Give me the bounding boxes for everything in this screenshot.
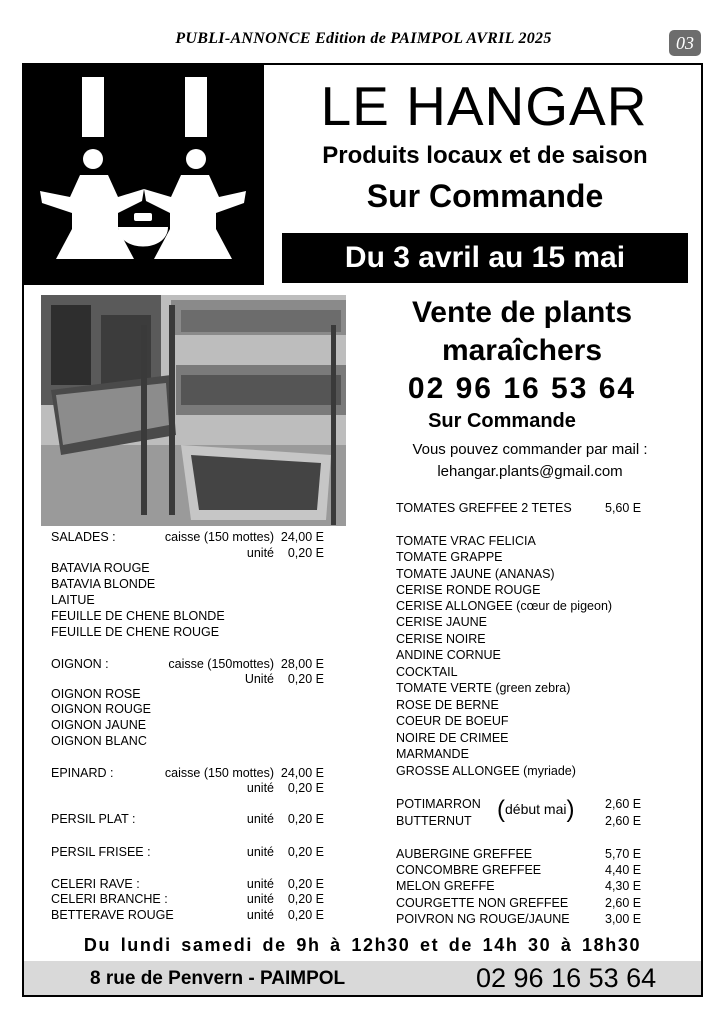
left-item-price: 24,00 E	[280, 766, 324, 780]
right-item-name: AUBERGINE GREFFEE	[396, 847, 533, 861]
left-item-name: OIGNON :	[51, 657, 109, 671]
debut-mai-note: (début mai)	[497, 796, 575, 823]
left-item-name: BATAVIA BLONDE	[51, 577, 156, 591]
left-item-price: 0,20 E	[287, 812, 324, 826]
hangar-logo	[22, 63, 264, 285]
left-item-name: OIGNON BLANC	[51, 734, 147, 748]
right-item-name: MARMANDE	[396, 747, 469, 761]
left-item-name: FEUILLE DE CHENE ROUGE	[51, 625, 220, 639]
left-item-name: OIGNON JAUNE	[51, 718, 147, 732]
left-item-price: 0,20 E	[287, 892, 324, 906]
right-item-name: TOMATE GRAPPE	[396, 550, 503, 564]
right-item-name: CERISE JAUNE	[396, 615, 487, 629]
right-item-name: BUTTERNUT	[396, 814, 472, 828]
left-item-price: 0,20 E	[287, 546, 324, 560]
phone-number: 02 96 16 53 64	[407, 372, 637, 405]
left-item-price: 28,00 E	[280, 657, 324, 671]
right-item-price: 2,60 E	[605, 814, 642, 828]
mail-instructions: Vous pouvez commander par mail :	[412, 441, 648, 458]
right-item-name: TOMATES GREFFEE 2 TETES	[396, 501, 572, 515]
address: 8 rue de Penvern - PAIMPOL	[90, 968, 346, 989]
right-item-price: 2,60 E	[605, 896, 642, 910]
left-item-price: 0,20 E	[287, 781, 324, 795]
right-item-name: CERISE RONDE ROUGE	[396, 583, 541, 597]
right-item-name: TOMATE JAUNE (ANANAS)	[396, 567, 555, 581]
page-title: LE HANGAR	[320, 75, 648, 137]
right-item-name: MELON GREFFE	[396, 879, 495, 893]
dates-banner: Du 3 avril au 15 mai	[282, 233, 688, 283]
right-item-name: POTIMARRON	[396, 797, 481, 811]
right-item-name: CERISE ALLONGEE (cœur de pigeon)	[396, 599, 613, 613]
left-item-name: BETTERAVE ROUGE	[51, 908, 174, 922]
left-item-unit: caisse (150 mottes)	[164, 530, 274, 544]
left-item-unit: unité	[246, 908, 274, 922]
sur-commande-label: Sur Commande	[428, 410, 576, 432]
left-item-price: 24,00 E	[280, 530, 324, 544]
left-item-name: OIGNON ROUGE	[51, 702, 152, 716]
right-item-name: COURGETTE NON GREFFEE	[396, 896, 569, 910]
right-item-name: CERISE NOIRE	[396, 632, 486, 646]
left-item-name: OIGNON ROSE	[51, 687, 141, 701]
right-item-name: ANDINE CORNUE	[396, 648, 501, 662]
left-item-name: CELERI BRANCHE :	[51, 892, 168, 906]
left-item-unit: unité	[246, 892, 274, 906]
right-item-name: COEUR DE BOEUF	[396, 714, 509, 728]
left-item-name: SALADES :	[51, 530, 116, 544]
left-item-unit: Unité	[244, 672, 274, 686]
right-item-name: TOMATE VERTE (green zebra)	[396, 681, 571, 695]
vente-heading	[372, 294, 672, 370]
subtitle: Produits locaux et de saison	[322, 142, 648, 169]
right-item-price: 3,00 E	[605, 912, 642, 926]
right-item-price: 4,40 E	[605, 863, 642, 877]
right-item-name: GROSSE ALLONGEE (myriade)	[396, 764, 576, 778]
right-item-name: TOMATE VRAC FELICIA	[396, 534, 536, 548]
right-item-name: NOIRE DE CRIMEE	[396, 731, 509, 745]
left-item-unit: unité	[246, 546, 274, 560]
edition-header: PUBLI-ANNONCE Edition de PAIMPOL AVRIL 2025	[175, 30, 552, 47]
left-item-unit: caisse (150mottes)	[168, 657, 274, 671]
page-number-badge: 03	[669, 30, 701, 56]
right-item-price: 5,70 E	[605, 847, 642, 861]
footer-phone: 02 96 16 53 64	[476, 963, 657, 993]
mail-address[interactable]: lehangar.plants@gmail.com	[437, 463, 623, 480]
right-item-name: COCKTAIL	[396, 665, 458, 679]
left-item-price: 0,20 E	[287, 908, 324, 922]
left-item-unit: unité	[246, 845, 274, 859]
left-item-name: FEUILLE DE CHENE BLONDE	[51, 609, 225, 623]
plants-photo	[41, 295, 346, 526]
left-item-name: PERSIL PLAT :	[51, 812, 136, 826]
plants-photo-image	[41, 295, 346, 526]
opening-hours: Du lundi samedi de 9h à 12h30 et de 14h 30 à 18h30	[83, 935, 642, 955]
left-item-name: BATAVIA ROUGE	[51, 561, 150, 575]
left-item-name: EPINARD :	[51, 766, 114, 780]
subtitle-sur-commande: Sur Commande	[366, 178, 604, 214]
right-item-name: ROSE DE BERNE	[396, 698, 499, 712]
logo-figures-icon	[22, 63, 264, 285]
left-item-unit: unité	[246, 877, 274, 891]
left-item-name: CELERI RAVE :	[51, 877, 140, 891]
left-item-unit: unité	[246, 812, 274, 826]
left-item-price: 0,20 E	[287, 877, 324, 891]
left-item-unit: caisse (150 mottes)	[164, 766, 274, 780]
right-item-name: CONCOMBRE GREFFEE	[396, 863, 542, 877]
right-item-price: 2,60 E	[605, 797, 642, 811]
vente-line2: maraîchers	[441, 334, 603, 367]
debut-mai-text: début mai	[505, 801, 567, 817]
left-item-unit: unité	[246, 781, 274, 795]
left-item-price: 0,20 E	[287, 845, 324, 859]
right-item-name: POIVRON NG ROUGE/JAUNE	[396, 912, 570, 926]
left-item-price: 0,20 E	[287, 672, 324, 686]
left-item-name: LAITUE	[51, 593, 95, 607]
left-item-name: PERSIL FRISEE :	[51, 845, 151, 859]
right-item-price: 5,60 E	[605, 501, 642, 515]
vente-line1: Vente de plants	[411, 296, 633, 329]
right-item-price: 4,30 E	[605, 879, 642, 893]
